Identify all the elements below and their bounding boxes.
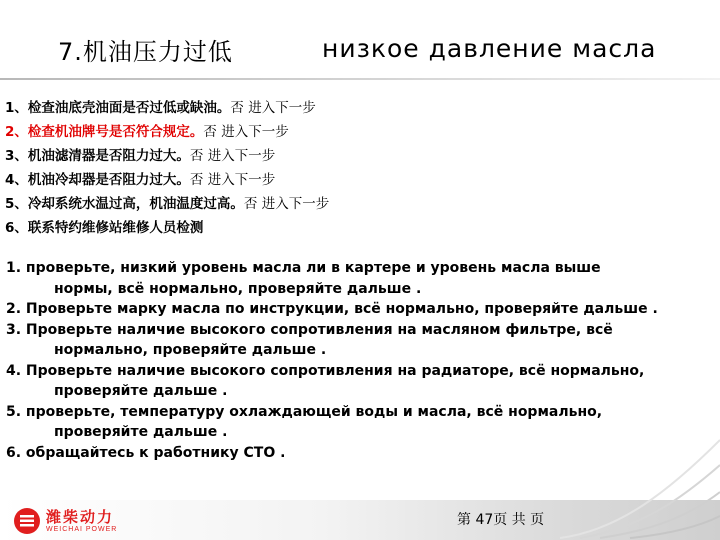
- cn-list-item: [5, 168, 329, 192]
- cn-list-item: [5, 120, 329, 144]
- cn-item-next-step: 否 进入下一步: [243, 196, 330, 212]
- header-divider: [0, 78, 720, 80]
- ru-list-item: 5. проверьте, температуру охлаждающей воды и масла, всё нормально,: [6, 403, 603, 420]
- ru-list-item-continuation: проверяйте дальше .: [54, 383, 228, 399]
- ru-list-item: 4. Проверьте наличие высокого сопротивления на радиаторе, всё нормально,: [6, 362, 645, 379]
- cn-item-text: 机油滤清器是否阻力过大。: [27, 148, 190, 164]
- cn-item-next-step: 否 进入下一步: [189, 172, 276, 188]
- cn-checklist: [5, 96, 329, 240]
- logo-text-en: WEICHAI POWER: [46, 525, 118, 533]
- logo-text-cn: 潍柴动力: [46, 507, 115, 526]
- ru-list-item-continuation: проверяйте дальше .: [54, 424, 228, 440]
- ru-list-item-continuation: нормы, всё нормально, проверяйте дальше .: [54, 280, 422, 297]
- cn-item-text: 检查机油牌号是否符合规定。: [27, 124, 204, 140]
- cn-item-number: 1、: [5, 100, 28, 116]
- cn-item-text: 检查油底壳油面是否过低或缺油。: [27, 100, 231, 116]
- company-logo: [14, 506, 164, 536]
- cn-item-text: 机油冷却器是否阻力过大。: [27, 172, 190, 188]
- cn-item-number: 6、: [5, 220, 28, 236]
- cn-item-text: 冷却系统水温过高，机油温度过高。: [27, 196, 244, 212]
- ru-list-item: 1. проверьте, низкий уровень масла ли в картере и уровень масла выше: [6, 260, 601, 276]
- cn-list-item: [5, 192, 329, 216]
- ru-list-item-continuation: нормально, проверяйте дальше .: [54, 342, 327, 358]
- cn-item-number: 2、: [5, 124, 28, 140]
- cn-item-number: 4、: [5, 172, 28, 188]
- cn-item-number: 5、: [5, 196, 28, 212]
- page-number: 第 47页 共 页: [457, 512, 545, 528]
- cn-list-item: [5, 144, 329, 168]
- decorative-curves: [560, 430, 720, 540]
- cn-item-next-step: 否 进入下一步: [189, 148, 276, 164]
- ru-list-item: 6. обращайтесь к работнику СТО .: [6, 444, 286, 461]
- cn-list-item: [5, 96, 329, 120]
- logo-emblem-icon: [14, 508, 40, 534]
- title-ru: низкое давление масла: [322, 34, 657, 63]
- cn-item-text: 联系特约维修站维修人员检测: [27, 220, 204, 236]
- ru-list-item: 3. Проверьте наличие высокого сопротивления на масляном фильтре, всё: [6, 321, 613, 338]
- title-cn: 7.机油压力过低: [58, 38, 233, 66]
- cn-item-next-step: 否 进入下一步: [203, 124, 289, 140]
- cn-list-item: [5, 216, 329, 240]
- cn-item-number: 3、: [5, 148, 28, 164]
- ru-list-item: 2. Проверьте марку масла по инструкции, всё нормально, проверяйте дальше .: [6, 301, 658, 317]
- cn-item-next-step: 否 进入下一步: [230, 100, 316, 116]
